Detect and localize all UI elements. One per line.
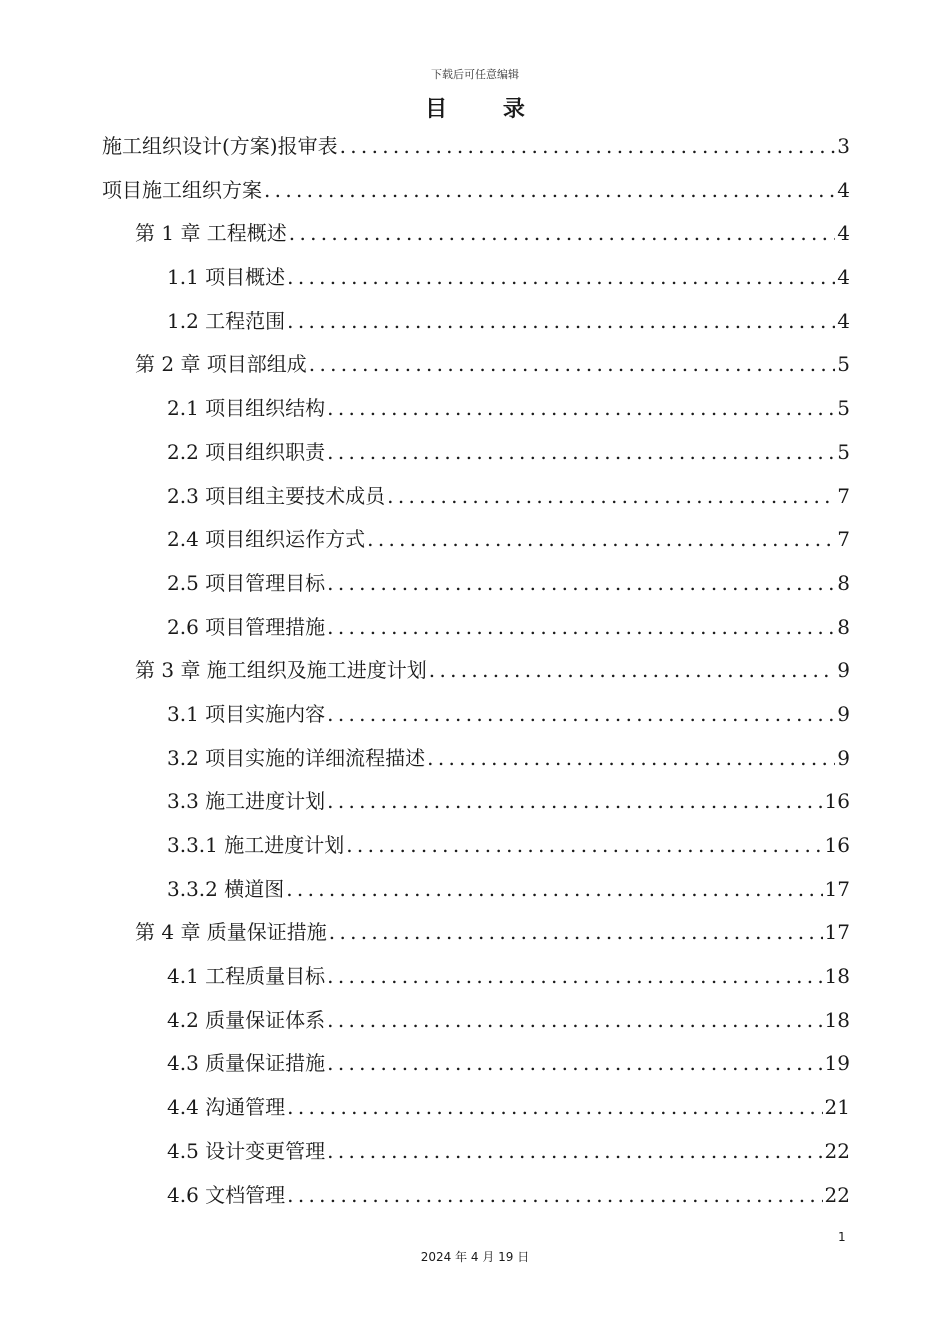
toc-entry-title: 3.1 项目实施内容 [167, 701, 326, 726]
toc-leader-dots [327, 1008, 822, 1032]
toc-entry[interactable] [102, 174, 850, 218]
toc-entry-page: 9 [837, 701, 850, 726]
toc-entry-title: 1.2 工程范围 [167, 308, 286, 333]
toc-leader-dots [367, 527, 835, 551]
toc-leader-dots [289, 221, 835, 245]
toc-entry-title: 2.5 项目管理目标 [167, 570, 326, 595]
toc-entry-title: 4.2 质量保证体系 [167, 1007, 326, 1032]
toc-leader-dots [346, 833, 822, 857]
toc-entry-title: 4.3 质量保证措施 [167, 1051, 326, 1076]
toc-leader-dots [327, 1051, 822, 1075]
toc-leader-dots [329, 920, 823, 944]
toc-entry-page: 9 [837, 658, 850, 683]
toc-entry-page: 18 [824, 1007, 850, 1032]
toc-entry-page: 18 [824, 964, 850, 989]
toc-entry-page: 7 [837, 527, 850, 552]
toc-leader-dots [427, 746, 835, 770]
toc-entry-page: 17 [824, 920, 850, 945]
toc-entry-page: 22 [824, 1138, 850, 1163]
toc-leader-dots [327, 615, 835, 639]
toc-entry[interactable] [102, 1179, 850, 1223]
toc-entry-title: 4.5 设计变更管理 [167, 1138, 326, 1163]
header-note: 下载后可任意编辑 [431, 68, 519, 81]
toc-entry[interactable] [102, 436, 850, 480]
toc-entry[interactable] [102, 1004, 850, 1048]
toc-entry[interactable] [102, 873, 850, 917]
toc-entry-page: 19 [824, 1051, 850, 1076]
toc-leader-dots [287, 1183, 822, 1207]
toc-leader-dots [429, 658, 835, 682]
toc-entry-title: 3.3.1 施工进度计划 [167, 833, 345, 857]
toc-entry[interactable] [102, 742, 850, 786]
toc-entry[interactable] [102, 392, 850, 436]
footer-date: 2024 年 4 月 19 日 [420, 1250, 530, 1264]
toc-leader-dots [309, 352, 835, 376]
toc-entry[interactable] [102, 829, 850, 873]
toc-entry[interactable] [102, 785, 850, 829]
toc-entry-title: 第 2 章 项目部组成 [135, 352, 307, 377]
toc-leader-dots [286, 877, 822, 901]
toc-entry-page: 5 [837, 352, 850, 377]
table-of-contents [102, 130, 850, 1222]
toc-entry-page: 22 [824, 1182, 850, 1207]
toc-entry-page: 17 [824, 876, 850, 901]
toc-entry[interactable] [102, 698, 850, 742]
page-number: 1 [838, 1230, 846, 1244]
toc-entry-page: 16 [824, 833, 850, 857]
toc-entry-page: 5 [837, 439, 850, 464]
toc-entry-title: 第 4 章 质量保证措施 [135, 920, 327, 945]
toc-title: 目 录 [425, 96, 549, 122]
toc-entry-title: 施工组织设计(方案)报审表 [102, 134, 338, 158]
toc-entry[interactable] [102, 305, 850, 349]
toc-entry[interactable] [102, 523, 850, 567]
toc-leader-dots [387, 484, 835, 508]
toc-leader-dots [340, 134, 836, 158]
toc-entry[interactable] [102, 261, 850, 305]
toc-entry-page: 8 [837, 614, 850, 639]
toc-leader-dots [287, 265, 835, 289]
toc-entry-title: 3.2 项目实施的详细流程描述 [167, 745, 426, 770]
toc-entry-page: 4 [837, 308, 850, 333]
toc-entry-page: 3 [837, 134, 850, 158]
toc-entry-title: 4.6 文档管理 [167, 1182, 286, 1207]
toc-leader-dots [327, 702, 835, 726]
toc-entry[interactable] [102, 348, 850, 392]
toc-entry-page: 16 [824, 789, 850, 814]
toc-leader-dots [327, 396, 835, 420]
toc-entry-title: 2.2 项目组织职责 [167, 439, 326, 464]
toc-entry[interactable] [102, 480, 850, 524]
toc-entry-page: 4 [837, 221, 850, 246]
toc-entry-title: 3.3.2 横道图 [167, 876, 285, 901]
toc-entry-title: 1.1 项目概述 [167, 265, 286, 290]
toc-entry[interactable] [102, 960, 850, 1004]
toc-entry-page: 9 [837, 745, 850, 770]
toc-entry-title: 2.3 项目组主要技术成员 [167, 483, 386, 508]
toc-entry[interactable] [102, 611, 850, 655]
toc-entry[interactable] [102, 217, 850, 261]
toc-entry-title: 2.1 项目组织结构 [167, 396, 326, 421]
toc-entry-title: 4.1 工程质量目标 [167, 964, 326, 989]
toc-entry-title: 项目施工组织方案 [102, 177, 262, 202]
toc-leader-dots [327, 1139, 822, 1163]
toc-entry[interactable] [102, 1047, 850, 1091]
toc-leader-dots [287, 1095, 822, 1119]
toc-entry[interactable] [102, 567, 850, 611]
toc-entry-title: 2.4 项目组织运作方式 [167, 527, 366, 552]
toc-entry-title: 4.4 沟通管理 [167, 1095, 286, 1120]
toc-leader-dots [327, 440, 835, 464]
toc-leader-dots [264, 178, 835, 202]
toc-leader-dots [327, 964, 822, 988]
toc-entry-title: 2.6 项目管理措施 [167, 614, 326, 639]
toc-entry[interactable] [102, 916, 850, 960]
toc-entry-page: 4 [837, 265, 850, 290]
toc-entry-page: 4 [837, 177, 850, 202]
toc-entry-page: 7 [837, 483, 850, 508]
toc-entry[interactable] [102, 654, 850, 698]
toc-leader-dots [327, 571, 835, 595]
toc-entry[interactable] [102, 1135, 850, 1179]
toc-entry[interactable] [102, 1091, 850, 1135]
toc-entry-title: 3.3 施工进度计划 [167, 789, 326, 814]
toc-leader-dots [327, 789, 822, 813]
toc-leader-dots [287, 309, 835, 333]
toc-entry-page: 5 [837, 396, 850, 421]
toc-entry[interactable] [102, 130, 850, 174]
toc-entry-title: 第 3 章 施工组织及施工进度计划 [135, 658, 427, 683]
toc-entry-page: 8 [837, 570, 850, 595]
toc-entry-title: 第 1 章 工程概述 [135, 221, 287, 246]
toc-entry-page: 21 [824, 1095, 850, 1120]
